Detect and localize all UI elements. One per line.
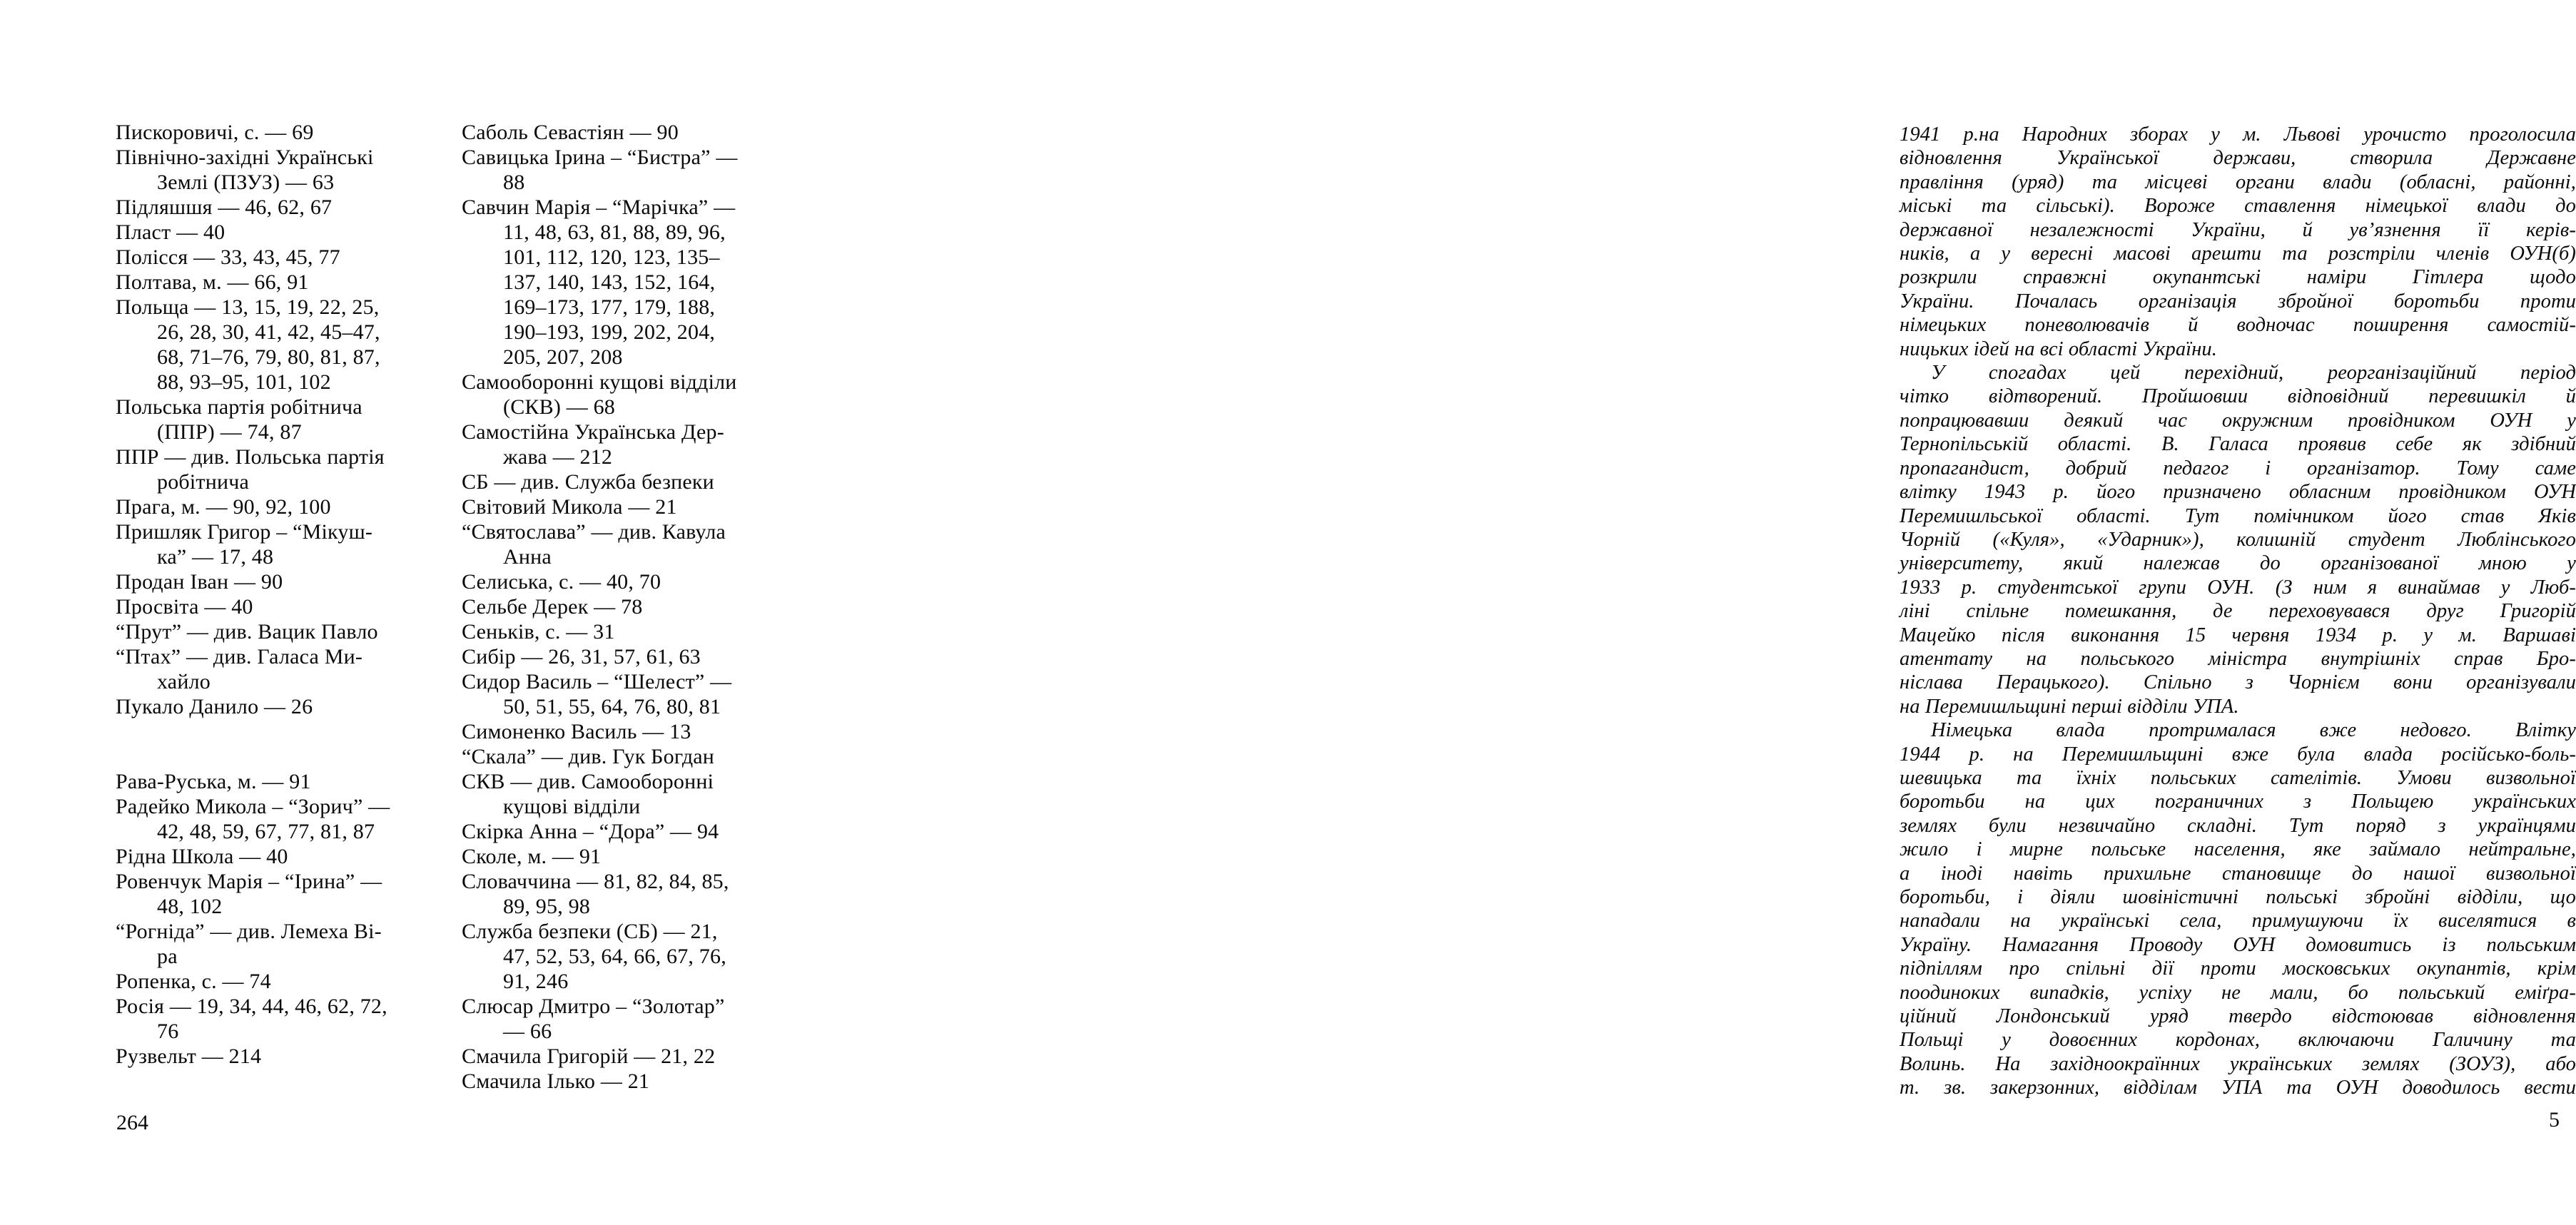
index-line: Полісся — 33, 43, 45, 77 (116, 245, 340, 269)
index-line: хайло (157, 670, 211, 693)
index-line: 47, 52, 53, 64, 66, 67, 76, (503, 945, 726, 968)
index-line: 48, 102 (157, 895, 223, 918)
index-line: Савицька Ірина – “Бистра” — (462, 146, 738, 169)
index-line: “Рогніда” — див. Лемеха Ві- (116, 920, 382, 943)
index-line: Савчин Марія – “Марічка” — (462, 195, 736, 219)
index-line: Сидор Василь – “Шелест” — (462, 670, 732, 693)
index-line: ППР — див. Польська партія (116, 445, 385, 469)
text-page (892, 0, 2576, 1225)
text-line: 1941 р.на Народних зборах у м. Львові урочисто проголосила (1900, 123, 2576, 146)
text-line: підпіллям про спільні дії проти московських окупантів, крім (1900, 957, 2576, 980)
index-line: Сибір — 26, 31, 57, 61, 63 (462, 645, 701, 669)
index-line: Землі (ПЗУЗ) — 63 (157, 171, 335, 194)
page-number-right: 5 (2549, 1108, 2560, 1132)
index-line: Селиська, с. — 40, 70 (462, 570, 661, 594)
index-line: 88 (503, 171, 525, 194)
index-line: Самооборонні кущові відділи (462, 370, 737, 394)
index-line: “Прут” — див. Вацик Павло (116, 620, 378, 644)
index-line: 88, 93–95, 101, 102 (157, 370, 331, 394)
index-line: “Скала” — див. Гук Богдан (462, 745, 715, 768)
index-line: Радейко Микола – “Зорич” — (116, 795, 390, 818)
index-line: Продан Іван — 90 (116, 570, 283, 594)
text-line: ційний Лондонський уряд твердо відстоював відновлення (1900, 1005, 2576, 1028)
index-line: Рава-Руська, м. — 91 (116, 770, 311, 793)
page-number-left: 264 (116, 1111, 148, 1134)
index-line: Слюсар Дмитро – “Золотар” (462, 995, 725, 1018)
text-line: університету, який належав до організованої мною у (1900, 552, 2576, 575)
index-line: 68, 71–76, 79, 80, 81, 87, (157, 345, 380, 369)
text-line: німецьких поневолювачів й водночас поширення самостій- (1900, 314, 2576, 337)
text-line: землях були незвичайно складні. Тут поряд з українцями (1900, 814, 2576, 837)
index-line: Підляшшя — 46, 62, 67 (116, 195, 333, 219)
index-line: (СКВ) — 68 (503, 395, 616, 419)
text-line: поодиноких випадків, успіху не мали, бо польський еміґра- (1900, 981, 2576, 1004)
index-line: (ППР) — 74, 87 (157, 420, 302, 444)
text-line: нападали на українські села, примушуючи їх виселятися в (1900, 910, 2576, 932)
text-line: У спогадах цей перехідний, реорганізаційний період (1931, 362, 2576, 385)
index-line: жава — 212 (503, 445, 613, 469)
index-line: “Святослава” — див. Кавула (462, 520, 726, 544)
index-gap (116, 719, 476, 744)
index-line: 76 (157, 1020, 179, 1043)
index-line: Пласт — 40 (116, 220, 225, 244)
index-line: Симоненко Василь — 13 (462, 720, 691, 743)
index-line: 11, 48, 63, 81, 88, 89, 96, (503, 220, 726, 244)
text-line: України. Почалась організація збройної боротьби проти (1900, 290, 2576, 312)
index-line: Словаччина — 81, 82, 84, 85, (462, 870, 729, 893)
index-line: Сколе, м. — 91 (462, 845, 602, 868)
text-line: Перемишльської області. Тут помічником його став Яків (1900, 504, 2576, 527)
text-line: міські та сільські). Вороже ставлення німецької влади до (1900, 195, 2576, 218)
text-line: ніслава Перацького). Спільно з Чорнієм вони організували (1900, 671, 2576, 694)
text-line: 1933 р. студентської групи ОУН. (З ним я винаймав у Люб- (1900, 576, 2576, 599)
text-line: Волинь. На західноокраїнних українських землях (ЗОУЗ), або (1900, 1052, 2576, 1075)
index-line: Прага, м. — 90, 92, 100 (116, 495, 331, 519)
text-line: ницьких ідей на всі області України. (1900, 337, 2218, 360)
text-line: Польщі у довоєнних кордонах, включаючи Галичину та (1900, 1029, 2576, 1052)
index-line: Скірка Анна – “Дора” — 94 (462, 820, 719, 843)
index-line: СБ — див. Служба безпеки (462, 470, 714, 494)
index-line: 137, 140, 143, 152, 164, (503, 270, 716, 294)
text-line: пропагандист, добрий педагог і організатор. Тому саме (1900, 457, 2576, 479)
index-line: 101, 112, 120, 123, 135– (503, 245, 720, 269)
index-line: Сеньків, с. — 31 (462, 620, 615, 644)
index-line: Полтава, м. — 66, 91 (116, 270, 309, 294)
text-line: атентату на польського міністра внутрішніх справ Бро- (1900, 647, 2576, 670)
index-line: Північно-західні Українські (116, 146, 374, 169)
index-line: Польська партія робітнича (116, 395, 362, 419)
index-column-1 (116, 120, 476, 1069)
text-line: попрацювавши деякий час окружним провідником ОУН у (1900, 409, 2576, 432)
text-line: на Перемишльщині перші відділи УПА. (1900, 695, 2239, 718)
index-line: “Птах” — див. Галаса Ми- (116, 645, 363, 669)
index-line: Польща — 13, 15, 19, 22, 25, (116, 295, 380, 319)
index-line: ка” — 17, 48 (157, 545, 274, 569)
index-line: робітнича (157, 470, 250, 494)
index-line: Ровенчук Марія – “Ірина” — (116, 870, 382, 893)
index-line: ра (157, 945, 178, 968)
index-line: 42, 48, 59, 67, 77, 81, 87 (157, 820, 375, 843)
index-line: Пришляк Григор – “Мікуш- (116, 520, 373, 544)
index-line: Сельбе Дерек — 78 (462, 595, 643, 619)
index-line: Рузвельт — 214 (116, 1044, 262, 1068)
index-line: — 66 (503, 1020, 552, 1043)
index-line: Саболь Севастіян — 90 (462, 121, 679, 144)
index-line: Анна (503, 545, 552, 569)
index-page (0, 0, 892, 1225)
index-line: Ропенка, с. — 74 (116, 970, 271, 993)
index-line: 169–173, 177, 179, 188, (503, 295, 716, 319)
text-line: влітку 1943 р. його призначено обласним провідником ОУН (1900, 481, 2576, 504)
index-gap (116, 744, 476, 769)
index-line: Росія — 19, 34, 44, 46, 62, 72, (116, 995, 387, 1018)
index-line: СКВ — див. Самооборонні (462, 770, 714, 793)
index-line: 205, 207, 208 (503, 345, 623, 369)
text-line: розкрили справжні окупантські наміри Гітлера щодо (1900, 266, 2576, 289)
index-line: кущові відділи (503, 795, 641, 818)
index-line: Служба безпеки (СБ) — 21, (462, 920, 718, 943)
index-line: 50, 51, 55, 64, 76, 80, 81 (503, 695, 721, 718)
text-line: Тернопільській області. В. Галаса проявив себе як здібний (1900, 433, 2576, 456)
index-line: 190–193, 199, 202, 204, (503, 320, 716, 344)
text-line: ників, а у вересні масові арешти та розстріли членів ОУН(б) (1900, 243, 2576, 265)
index-line: 26, 28, 30, 41, 42, 45–47, (157, 320, 380, 344)
index-line: Смачила Григорій — 21, 22 (462, 1044, 716, 1068)
index-line: Рідна Школа — 40 (116, 845, 288, 868)
text-line: Німецька влада протрималася вже недовго. Влітку (1931, 719, 2576, 742)
text-line: державної незалежності України, й ув’язнення її керів- (1900, 218, 2576, 241)
text-line: 1944 р. на Перемишльщині вже була влада російсько-боль- (1900, 743, 2576, 766)
index-line: Самостійна Українська Дер- (462, 420, 724, 444)
text-line: Чорній («Куля», «Ударник»), колишній студент Люблінського (1900, 528, 2576, 551)
text-line: Україну. Намагання Проводу ОУН домовитись із польським (1900, 933, 2576, 956)
body-text (1900, 123, 2576, 1100)
index-line: 89, 95, 98 (503, 895, 590, 918)
text-line: ліні спільне помешкання, де переховувався друг Григорій (1900, 600, 2576, 623)
index-line: Світовий Микола — 21 (462, 495, 677, 519)
text-line: жило і мирне польське населення, яке займало нейтральне, (1900, 838, 2576, 861)
text-line: правління (уряд) та місцеві органи влади (обласні, районні, (1900, 171, 2576, 193)
index-line: Просвіта — 40 (116, 595, 253, 619)
text-line: т. зв. закерзонних, відділам УПА та ОУН доводилось вести (1900, 1077, 2576, 1099)
index-line: Смачила Ілько — 21 (462, 1069, 650, 1093)
text-line: відновлення Української держави, створила Державне (1900, 147, 2576, 170)
text-line: боротьби на цих пограничних з Польщею українських (1900, 791, 2576, 813)
text-line: боротьби, і діяли шовіністичні польські збройні відділи, що (1900, 886, 2576, 908)
text-line: шевицька та їхніх польських сателітів. Умови визвольної (1900, 766, 2576, 789)
index-line: Пискоровичі, с. — 69 (116, 121, 314, 144)
text-line: Мацейко після виконання 15 червня 1934 р. у м. Варшаві (1900, 624, 2576, 646)
text-line: чітко відтворений. Пройшовши відповідний перевишкіл й (1900, 385, 2576, 408)
index-line: Пукало Данило — 26 (116, 695, 313, 718)
index-column-2 (462, 120, 872, 1094)
text-line: а іноді навіть прихильне становище до нашої визвольної (1900, 862, 2576, 885)
index-line: 91, 246 (503, 970, 569, 993)
